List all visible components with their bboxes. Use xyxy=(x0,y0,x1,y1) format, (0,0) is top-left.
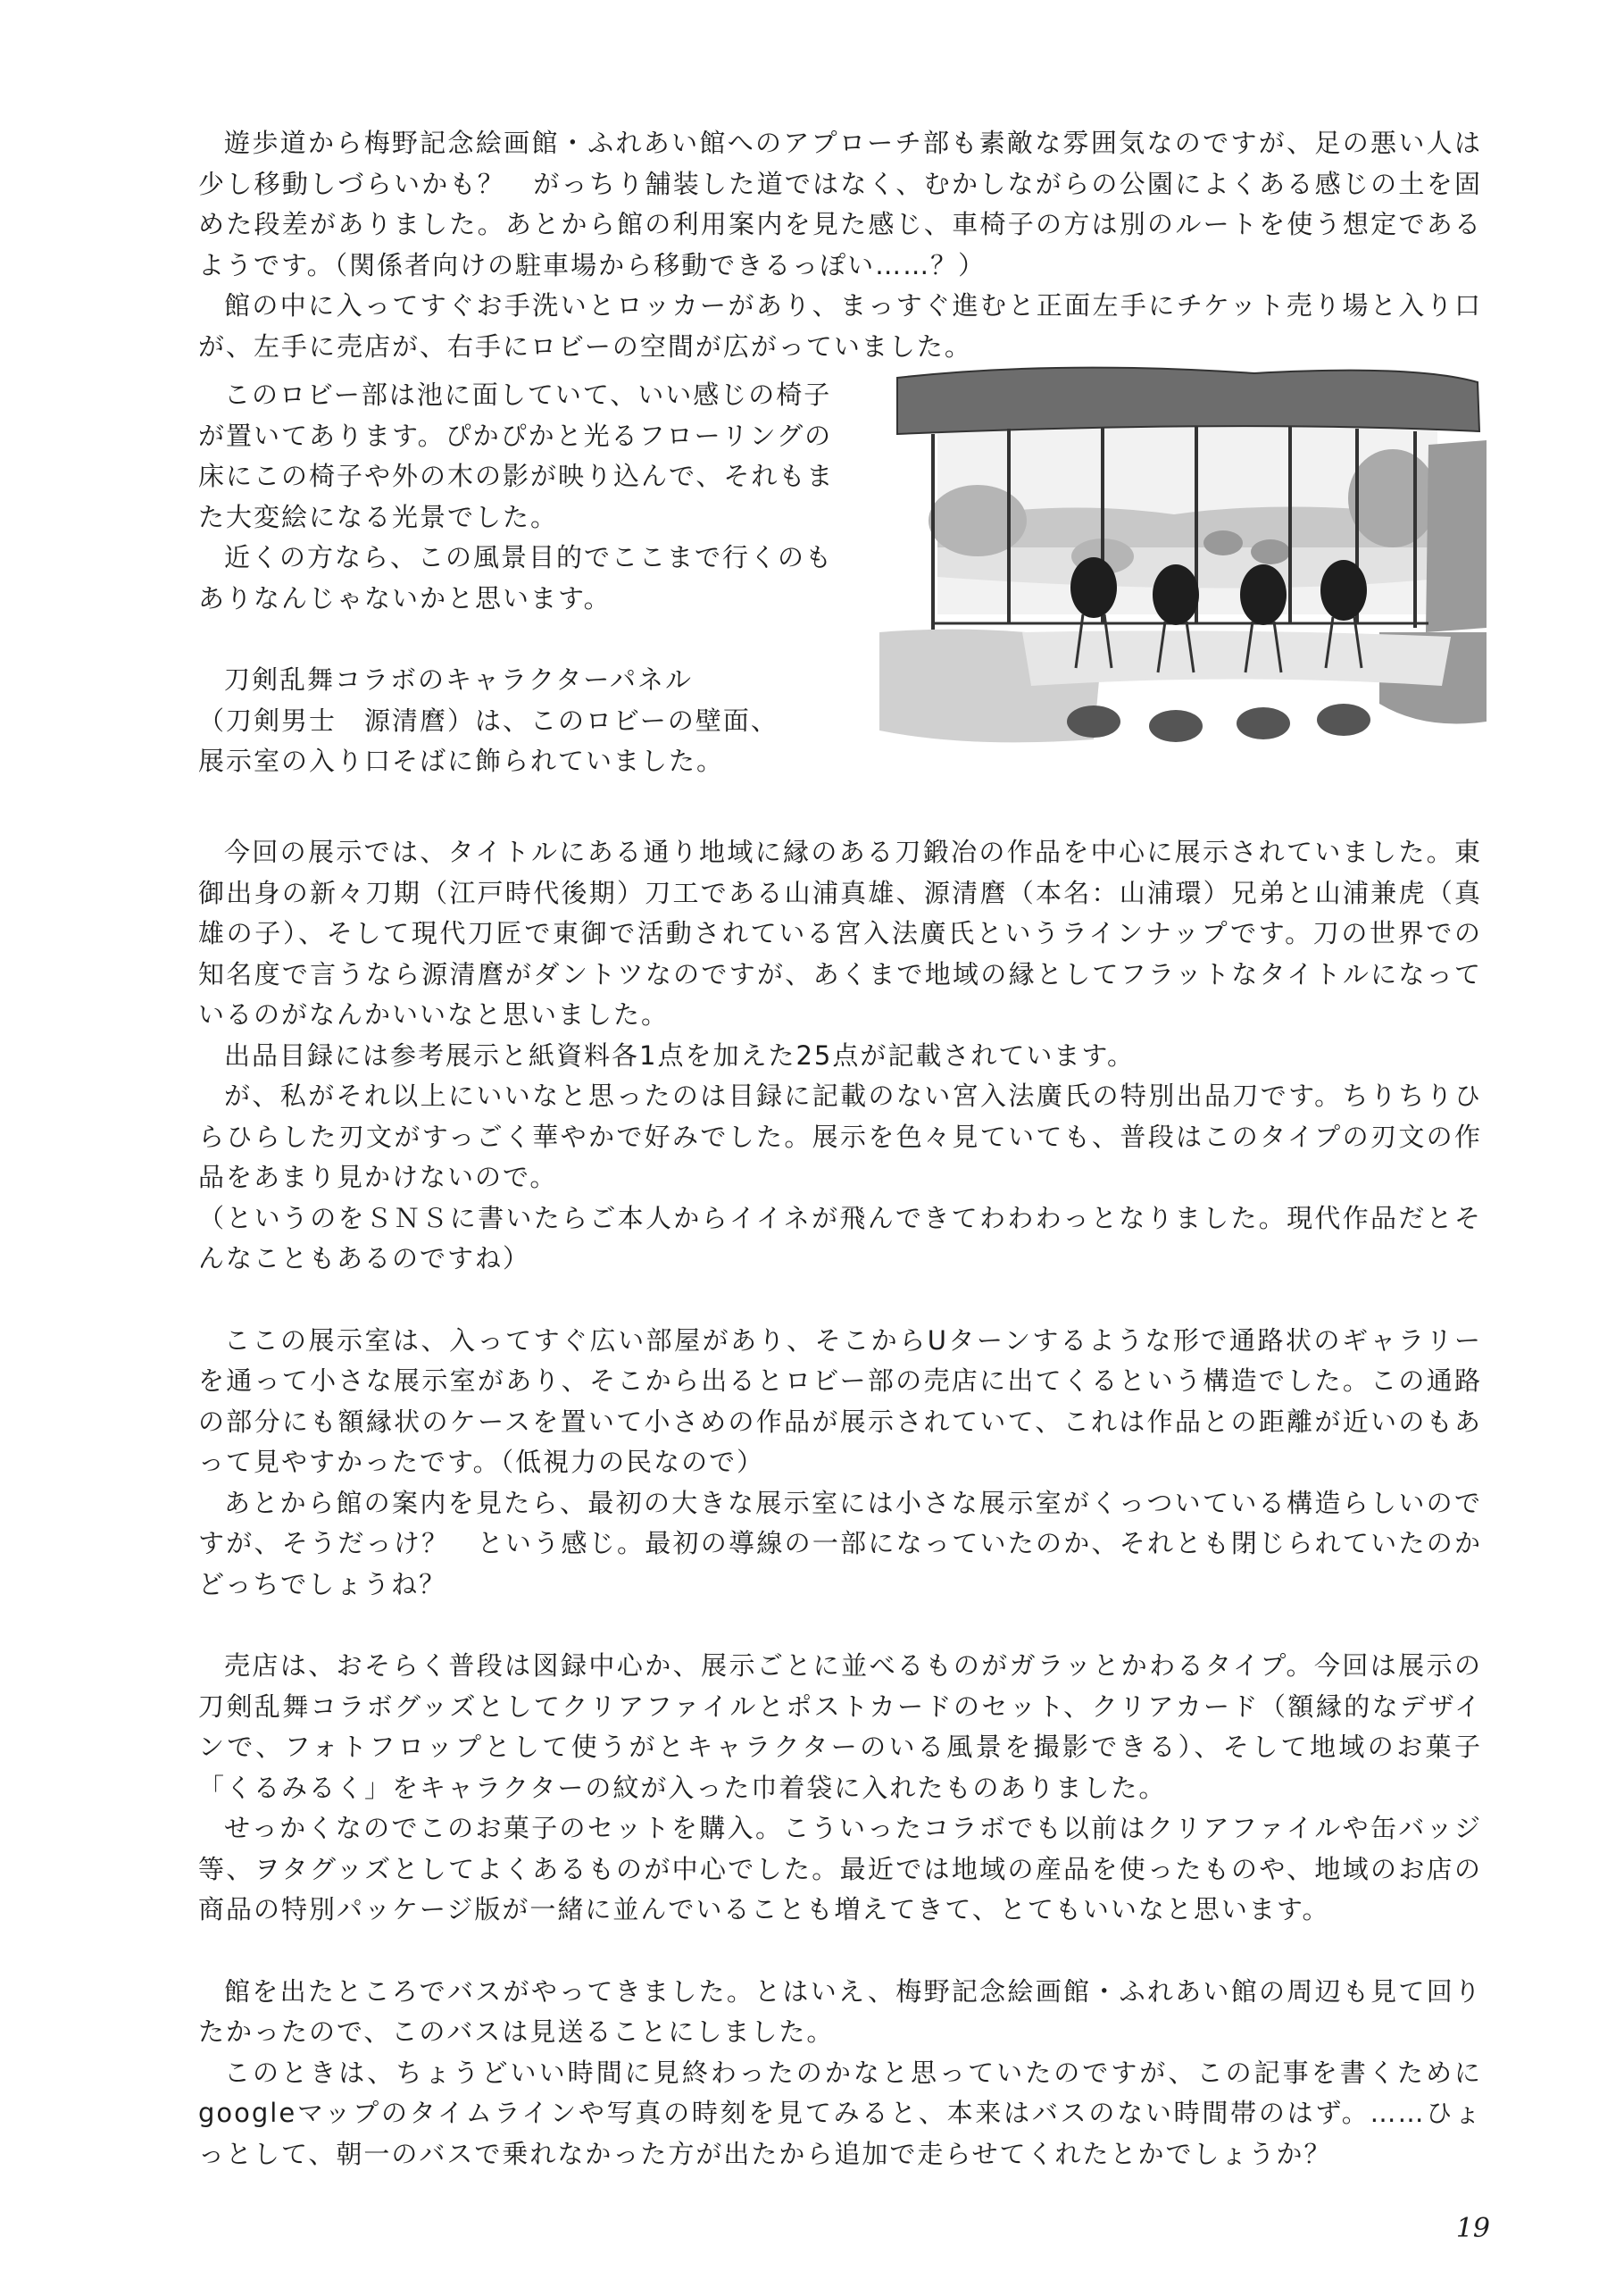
paragraph: が、私がそれ以上にいいなと思ったのは目録に記載のない宮入法廣氏の特別出品刀です。ちりちりひらひらした刃文がすっごく華やかで好みでした。展示を色々見ていても、普段はこのタイプの刃文の作品をあまり見かけないので。 xyxy=(198,1081,1482,1192)
paragraph: （というのをＳＮＳに書いたらご本人からイイネが飛んできてわわわっとなりました。現代作品だとそんなこともあるのですね） xyxy=(198,1202,1482,1273)
page-number: 19 xyxy=(1455,2213,1490,2244)
paragraph: ここの展示室は、入ってすぐ広い部屋があり、そこからUターンするような形で通路状のギャラリーを通って小さな展示室があり、そこから出るとロビー部の売店に出てくるという構造でした。この通路の部分にも額縁状のケースを置いて小さめの作品が展示されていて、これは作品との距離が近いのもあって見やすかったです。（低視力の民なので） xyxy=(198,1324,1482,1477)
wall xyxy=(1426,440,1487,632)
paragraph: （刀剣男士 源清麿）は、このロビーの壁面、 xyxy=(198,705,779,736)
paragraph: 展示室の入り口そばに飾られていました。 xyxy=(198,746,725,776)
tree xyxy=(1251,539,1290,564)
section-intro xyxy=(198,123,1482,367)
paragraph: 館の中に入ってすぐお手洗いとロッカーがあり、まっすぐ進むと正面左手にチケット売り場と入り口が、左手に売店が、右手にロビーの空間が広がっていました。 xyxy=(198,290,1482,362)
tree xyxy=(929,485,1027,556)
paragraph: 出品目録には参考展示と紙資料各1点を加えた25点が記載されています。 xyxy=(224,1039,1136,1071)
paragraph: 今回の展示では、タイトルにある通り地域に縁のある刀鍛冶の作品を中心に展示されていました。東御出身の新々刀期（江戸時代後期）刀工である山浦真雄、源清麿（本名：山浦環）兄弟と山浦兼虎（真雄の子）、そして現代刀匠で東御で活動されている宮入法廣氏というラインナップです。刀の世界での知名度で言うなら源清麿がダントツなのですが、あくまで地域の縁としてフラットなタイトルになっているのがなんかいいなと思いました。 xyxy=(198,837,1482,1030)
paragraph: あとから館の案内を見たら、最初の大きな展示室には小さな展示室がくっついている構造らしいのですが、そうだっけ？ という感じ。最初の導線の一部になっていたのか、それとも閉じられていたのかどっちでしょうね？ xyxy=(198,1487,1482,1599)
lobby-illustration xyxy=(879,364,1487,748)
paragraph: 館を出たところでバスがやってきました。とはいえ、梅野記念絵画館・ふれあい館の周辺も見て回りたかったので、このバスは見送ることにしました。 xyxy=(198,1975,1482,2047)
paragraph: 売店は、おそらく普段は図録中心か、展示ごとに並べるものがガラッとかわるタイプ。今回は展示の刀剣乱舞コラボグッズとしてクリアファイルとポストカードのセット、クリアカード（額縁的なデザインで、フォトフロップとして使うがとキャラクターのいる風景を撮影できる）、そして地域のお菓子「くるみるく」をキャラクターの紋が入った巾着袋に入れたものありました。 xyxy=(198,1650,1482,1803)
section-lobby xyxy=(198,375,841,782)
floor-reflection xyxy=(1022,630,1451,686)
tree xyxy=(1348,449,1437,547)
paragraph: このロビー部は池に面していて、いい感じの椅子が置いてあります。ぴかぴかと光るフローリングの床にこの椅子や外の木の影が映り込んで、それもまた大変絵になる光景でした。 xyxy=(198,380,835,532)
paragraph: 近くの方なら、この風景目的でここまで行くのもありなんじゃないかと思います。 xyxy=(198,542,834,614)
paragraph: 刀剣乱舞コラボのキャラクターパネル xyxy=(224,664,693,695)
paragraph: せっかくなのでこのお菓子のセットを購入。こういったコラボでも以前はクリアファイルや缶バッジ等、ヲタグッズとしてよくあるものが中心でした。最近では地域の産品を使ったものや、地域のお店の商品の特別パッケージ版が一緒に並んでいることも増えてきて、とてもいいなと思います。 xyxy=(198,1813,1482,1924)
paragraph: このときは、ちょうどいい時間に見終わったのかなと思っていたのですが、この記事を書くためにgoogleマップのタイムラインや写真の時刻を見てみると、本来はバスのない時間帯のはず。……ひょっとして、朝一のバスで乗れなかった方が出たから追加で走らせてくれたとかでしょうか？ xyxy=(198,2057,1482,2169)
ceiling xyxy=(897,368,1479,434)
paragraph: 遊歩道から梅野記念絵画館・ふれあい館へのアプローチ部も素敵な雰囲気なのですが、足の悪い人は少し移動しづらいかも？ がっちり舗装した道ではなく、むかしながらの公園によくある感じの土を固めた段差がありました。あとから館の利用案内を見た感じ、車椅子の方は別のルートを使う想定であるようです。（関係者向けの駐車場から移動できるっぽい……？） xyxy=(198,128,1482,280)
section-exhibit xyxy=(198,832,1482,2175)
tree xyxy=(1203,530,1243,555)
